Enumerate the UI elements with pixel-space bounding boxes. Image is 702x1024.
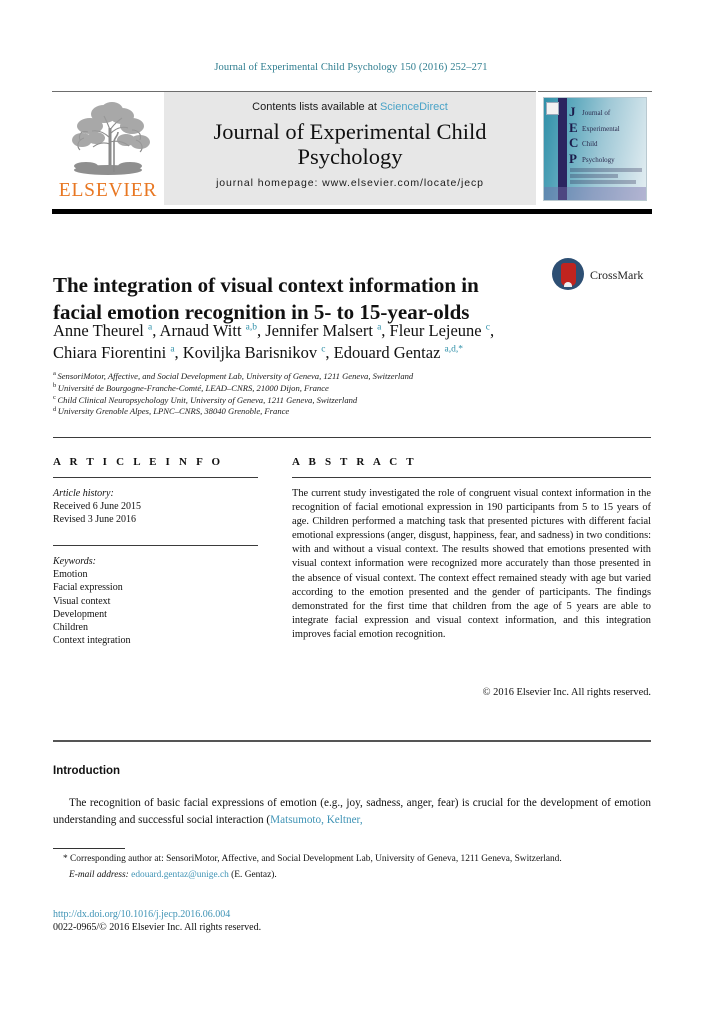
crossmark-label: CrossMark (590, 268, 644, 282)
cover-text-block-1 (570, 168, 642, 172)
cover-journal-words (582, 106, 620, 168)
author-name: , Koviljka Barisnikov (174, 343, 322, 362)
article-info-underline (53, 477, 258, 478)
journal-title: Journal of Experimental Child Psychology (213, 119, 487, 169)
article-history-label: Article history: (53, 488, 114, 499)
author-name: , Arnaud Witt (152, 321, 246, 340)
affiliation-item (53, 406, 613, 418)
abstract-text: The current study investigated the role of congruent visual context information in the recognition of facial emotional expression in 190 participants from 5 to 15 years of age. Children performed a matching task that presented pictures with different facial emotional expressions (anger, disgust, happiness, fear, and sadness) in two conditions: with and without a visual context. The results showed that emotions presented with visual context information were recognized more accurately than those presented in the absence of visual context. The context effect remained steady with age but varied according to the emotion presented and the gender of participants. The findings demonstrated for the first time that children from the age of 5 years are able to integrate facial expression and visual context information, and this integration improves facial emotion recognition. (292, 488, 651, 640)
author-affil-marker: c (485, 322, 490, 333)
cover-text-block-2 (570, 174, 618, 178)
affiliation-marker: a (53, 370, 56, 378)
author-line-2 (53, 342, 583, 364)
page-title: The integration of visual context information in facial emotion recognition in 5- to 15-year-olds (53, 273, 479, 325)
abstract-heading: A B S T R A C T (292, 456, 417, 468)
affiliation-marker: c (53, 393, 56, 401)
affiliation-text: Child Clinical Neuropsychology Unit, University of Geneva, 1211 Geneva, Switzerland (57, 394, 358, 405)
cover-word-2: Experimental (582, 124, 620, 133)
keywords-label: Keywords: (53, 556, 96, 567)
sciencedirect-link[interactable]: ScienceDirect (379, 101, 448, 113)
author-name: Anne Theurel (53, 321, 148, 340)
email-link[interactable]: edouard.gentaz@unige.ch (131, 870, 229, 880)
introduction-text: The recognition of basic facial expressions of emotion (e.g., joy, sadness, anger, fear) is crucial for the development of emotion understanding and successful social interaction ( (53, 797, 651, 826)
keyword-item: Emotion (53, 569, 88, 581)
keyword-item: Development (53, 608, 107, 620)
author-list (53, 320, 583, 364)
doi-link[interactable]: http://dx.doi.org/10.1016/j.jecp.2016.06.004 (53, 909, 231, 920)
affiliation-list (53, 371, 613, 418)
section-divider-bottom (53, 740, 651, 742)
keyword-item: Facial expression (53, 582, 123, 594)
elsevier-wordmark: ELSEVIER (58, 180, 158, 201)
footnote-block (53, 853, 651, 882)
email-note (53, 869, 651, 882)
affiliation-marker: d (53, 405, 57, 413)
running-head: Journal of Experimental Child Psychology 150 (2016) 252–271 (214, 62, 488, 73)
introduction-citation-link[interactable]: Matsumoto, Keltner, (270, 813, 363, 826)
article-info-heading: A R T I C L E I N F O (53, 456, 224, 468)
affiliation-text: University Grenoble Alpes, LPNC–CNRS, 38040 Grenoble, France (57, 406, 290, 417)
author-affil-marker: a (170, 344, 175, 355)
journal-cover-image (543, 97, 647, 201)
author-name: , Fleur Lejeune (381, 321, 486, 340)
abstract-underline (292, 477, 651, 478)
author-name: , Edouard Gentaz (325, 343, 445, 362)
introduction-paragraph (53, 795, 651, 828)
abstract-copyright: © 2016 Elsevier Inc. All rights reserved. (482, 687, 651, 698)
keyword-item: Visual context (53, 595, 111, 607)
cover-navy-band (558, 98, 567, 200)
author-affil-marker: a (377, 322, 382, 333)
author-affil-marker: a,d,* (444, 344, 464, 355)
keyword-item: Children (53, 622, 88, 634)
affiliation-item (53, 371, 613, 383)
journal-cover-block (538, 91, 652, 205)
journal-homepage[interactable]: journal homepage: www.elsevier.com/locate/jecp (216, 177, 484, 189)
cover-footer-band (544, 187, 646, 200)
crossmark-badge-icon (552, 258, 584, 290)
affiliation-marker: b (53, 381, 57, 389)
author-affil-marker: c (321, 344, 326, 355)
keywords-divider (53, 545, 258, 546)
masthead-center (164, 91, 536, 205)
cover-word-3: Child (582, 140, 598, 148)
contents-prefix: Contents lists available at (252, 101, 380, 113)
email-label: E-mail address: (69, 870, 132, 880)
cover-word-1: Journal of (582, 109, 611, 117)
crossmark-logo[interactable] (552, 258, 652, 292)
crossmark-notch (564, 282, 572, 287)
keywords-block (53, 555, 268, 647)
cover-word-4: Psychology (582, 155, 615, 164)
section-divider-top (53, 437, 651, 438)
journal-masthead (52, 91, 652, 205)
keyword-item: Context integration (53, 635, 131, 647)
author-separator: , (489, 321, 495, 340)
article-history-item: Revised 3 June 2016 (53, 514, 137, 526)
masthead-divider-bar (52, 209, 652, 214)
author-affil-marker: a,b (245, 322, 258, 333)
footnote-rule (53, 848, 125, 849)
cover-text-block-3 (570, 180, 636, 184)
author-name: , Jennifer Malsert (257, 321, 378, 340)
affiliation-text: Université de Bourgogne-Franche-Comté, LEAD–CNRS, 21000 Dijon, France (57, 382, 329, 393)
affiliation-item (53, 383, 613, 395)
cover-elsevier-mark (546, 102, 559, 115)
author-name: Chiara Fiorentini (53, 343, 171, 362)
contents-available-line (164, 101, 536, 113)
elsevier-tree-icon (60, 98, 156, 176)
article-history-item: Received 6 June 2015 (53, 501, 142, 513)
affiliation-item (53, 395, 613, 407)
email-suffix: (E. Gentaz). (228, 870, 277, 880)
elsevier-logo-block (52, 91, 164, 205)
author-line-1 (53, 320, 583, 342)
article-history-block (53, 487, 268, 527)
author-affil-marker: a (148, 322, 153, 333)
corresponding-author-note: * Corresponding author at: SensoriMotor, Affective, and Social Development Lab, University of Geneva, 1211 Geneva, Switzerland. (63, 854, 562, 864)
affiliation-text: SensoriMotor, Affective, and Social Development Lab, University of Geneva, 1211 Geneva, Switzerland (57, 371, 414, 381)
issn-copyright-line: 0022-0965/© 2016 Elsevier Inc. All rights reserved. (53, 922, 262, 933)
introduction-heading: Introduction (53, 765, 121, 777)
cover-acronym: J E C P (569, 104, 579, 166)
